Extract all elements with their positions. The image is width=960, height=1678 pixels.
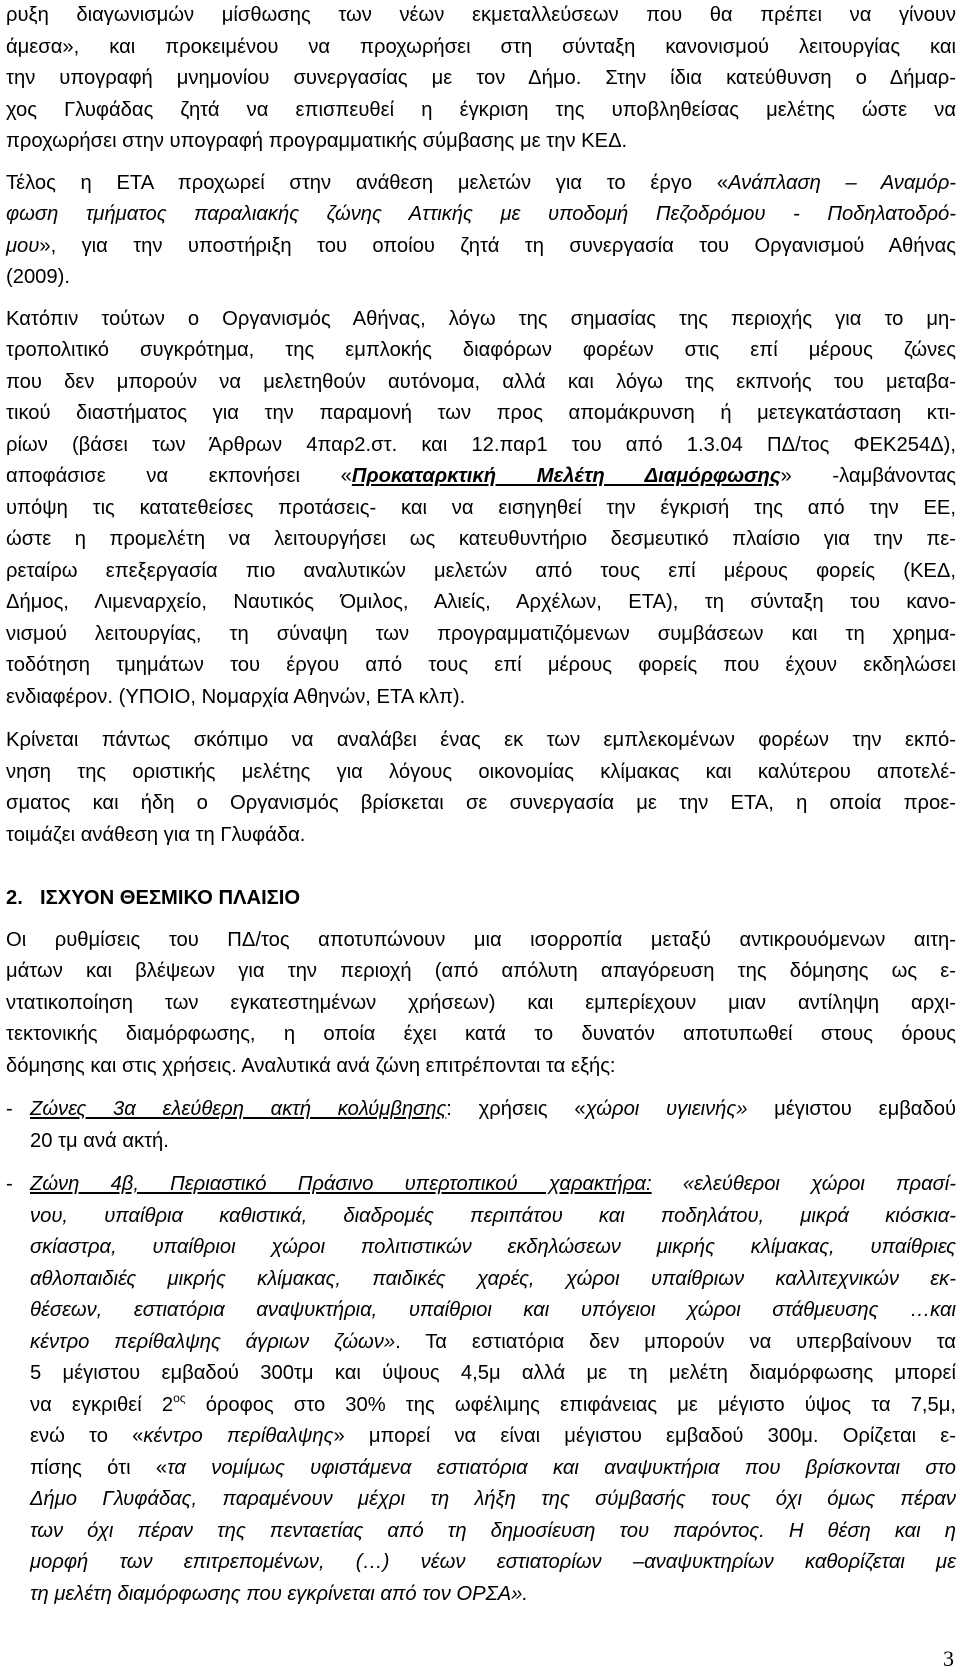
text-line — [6, 1094, 956, 1126]
text-line: (2009). — [6, 266, 70, 288]
text-run: όροφος στο 30% της ωφέλιμης επιφάνειας με μέγιστο ύψος τα 7,5μ, — [185, 1393, 956, 1416]
text-line: Οι ρυθμίσεις του ΠΔ/τος αποτυπώνουν μια ισορροπία μεταξύ αντικρουόμενων αιτη- — [6, 928, 956, 951]
project-title-italic: Ανάπλαση – Αναμόρ- — [728, 171, 956, 194]
text-line — [6, 199, 956, 231]
text-line — [6, 231, 956, 263]
text-line — [6, 1484, 956, 1516]
text-line — [6, 1169, 956, 1201]
text-line: σματος και ήδη ο Οργανισμός βρίσκεται σε συνεργασία με την ΕΤΑ, η οποία προε- — [6, 792, 956, 814]
paragraph-1 — [6, 0, 956, 158]
text-run-italic: χώροι υγιεινής» — [585, 1098, 748, 1120]
bullet-dash: - — [6, 1173, 13, 1195]
text-line: ρίων (βάσει των Άρθρων 4παρ2.στ. και 12.παρ1 του από 1.3.04 ΠΔ/τος ΦΕΚ254Δ), — [6, 433, 956, 456]
project-title-italic: μου — [6, 234, 40, 257]
text-line: ρεταίρω επεξεργασία πιο αναλυτικών μελετών από τους επί μέρους φορείς (ΚΕΔ, — [6, 559, 956, 582]
text-run: πίσης ότι « — [30, 1456, 168, 1479]
text-line: ώστε η προμελέτη να λειτουργήσει ως κατευθυντήριο δεσμευτικό πλαίσιο για την πε- — [6, 528, 956, 550]
text-run-italic: Δήμο Γλυφάδας, παραμένουν μέχρι τη λήξη της σύμβασής τους όχι όμως πέραν — [30, 1488, 956, 1510]
zone-name: Ζώνες 3α ελεύθερη ακτή κολύμβησης — [30, 1098, 447, 1120]
text-line — [6, 1295, 956, 1327]
study-title-bold: Προκαταρκτική Μελέτη Διαμόρφωσης — [351, 465, 781, 487]
text-line: τικού διαστήματος για την παραμονή των προς απομάκρυνση ή μετεγκατάσταση κτι- — [6, 402, 956, 424]
text-run-italic: «ελεύθεροι χώροι πρασί- — [651, 1173, 956, 1195]
text-run: : — [446, 1098, 452, 1120]
project-title-italic: φωση τμήματος παραλιακής ζώνης Αττικής με υποδομή Πεζοδρόμου - Ποδηλατοδρό- — [6, 203, 956, 225]
text-run: αποφάσισε να εκπονήσει « — [6, 465, 352, 487]
superscript: ος — [173, 1390, 186, 1405]
section-heading — [6, 883, 956, 915]
text-line: τοιμάζει ανάθεση για τη Γλυφάδα. — [6, 823, 306, 846]
paragraph-4 — [6, 725, 956, 851]
bullet-dash: - — [6, 1098, 13, 1120]
zone-name: Ζώνη 4β, Περιαστικό Πράσινο υπερτοπικού χαρακτήρα: — [30, 1173, 652, 1195]
text-line: Κατόπιν τούτων ο Οργανισμός Αθήνας, λόγω της σημασίας της περιοχής για το μη- — [6, 307, 956, 330]
text-run: » μπορεί να είναι μέγιστου εμβαδού 300μ. Ορίζεται ε- — [333, 1425, 956, 1447]
section-number: 2. — [6, 887, 23, 909]
text-line: Δήμος, Λιμεναρχείο, Ναυτικός Όμιλος, Αλιείς, Αρχέλων, ΕΤΑ), τη σύνταξη του κανο- — [6, 591, 956, 613]
text-run: », για την υποστήριξη του οποίου ζητά τη συνεργασία του Οργανισμού Αθήνας — [39, 234, 956, 257]
text-line — [6, 1453, 956, 1485]
text-line: τεκτονικής διαμόρφωσης, η οποία έχει κατά το δυνατόν αποτυπωθεί στους όρους — [6, 1023, 956, 1045]
text-line: που δεν μπορούν να μελετηθούν αυτόνομα, αλλά και λόγω της εκπνοής του μεταβα- — [6, 370, 956, 393]
text-run-italic: κέντρο περίθαλψης άγριων ζώων» — [30, 1330, 396, 1353]
text-line — [6, 1390, 956, 1422]
text-run-italic: τη μελέτη διαμόρφωσης που εγκρίνεται από τον ΟΡΣΑ». — [30, 1582, 528, 1605]
document-page — [6, 0, 956, 1610]
text-run-italic: των όχι πέραν της πενταετίας από τη δημοσίευση του παρόντος. Η θέση και η — [30, 1519, 956, 1542]
text-line: τροπολιτικό συγκρότημα, της εμπλοκής διαφόρων φορέων στις επί μέρους ζώνες — [6, 339, 956, 361]
text-run-italic: σκίαστρα, υπαίθριοι χώροι πολιτιστικών εκδηλώσεων μικρής κλίμακας, υπαίθριες — [30, 1236, 956, 1258]
text-line: ενδιαφέρον. (ΥΠΟΙΟ, Νομαρχία Αθηνών, ΕΤΑ κλπ). — [6, 685, 466, 708]
paragraph-3 — [6, 304, 956, 714]
text-line — [6, 461, 956, 493]
text-run-italic: θέσεων, εστιατόρια αναψυκτήρια, υπαίθριοι και υπόγειοι χώροι στάθμευσης …και — [30, 1299, 956, 1321]
text-line: 20 τμ ανά ακτή. — [30, 1129, 169, 1152]
text-line: προχωρήσει στην υπογραφή προγραμματικής σύμβασης με την ΚΕΔ. — [6, 130, 628, 152]
text-run: » -λαμβάνοντας — [780, 465, 956, 487]
text-line — [6, 1579, 956, 1611]
text-run-italic: κέντρο περίθαλψης — [143, 1425, 334, 1447]
text-line — [6, 1264, 956, 1296]
paragraph-5 — [6, 925, 956, 1083]
text-run-italic: τα νομίμως υφιστάμενα εστιατόρια και αναψυκτήρια που βρίσκονται στο — [167, 1456, 956, 1479]
text-run: μέγιστου εμβαδού — [747, 1098, 956, 1120]
text-line: μάτων και βλέψεων για την περιοχή (από απόλυτη απαγόρευση της δόμησης ως ε- — [6, 960, 956, 982]
text-line: ντατικοποίηση των εγκατεστημένων χρήσεων) και εμπερίεχουν μιαν αντίληψη αρχι- — [6, 991, 956, 1014]
text-line: 5 μέγιστου εμβαδού 300τμ και ύψους 4,5μ αλλά με τη μελέτη διαμόρφωσης μπορεί — [30, 1362, 956, 1384]
text-line: δόμησης και στις χρήσεις. Αναλυτικά ανά ζώνη επιτρέπονται τα εξής: — [6, 1054, 616, 1077]
page-number: 3 — [943, 1645, 954, 1671]
text-run: χρήσεις « — [451, 1098, 586, 1120]
text-line: νισμού λειτουργίας, τη σύναψη των προγραμματιζόμενων συμβάσεων και τη χρημα- — [6, 622, 956, 645]
text-run-italic: μορφή των επιτρεπομένων, (…) νέων εστιατορίων –αναψυκτηρίων καθορίζεται με — [30, 1551, 956, 1573]
text-run: . Τα εστιατόρια δεν μπορούν να υπερβαίνουν τα — [395, 1330, 956, 1353]
text-line: ρυξη διαγωνισμών μίσθωσης των νέων εκμεταλλεύσεων που θα πρέπει να γίνουν — [6, 4, 956, 26]
paragraph-2 — [6, 168, 956, 294]
text-run: ενώ το « — [30, 1425, 144, 1447]
text-line — [6, 1516, 956, 1548]
section-title: ΙΣΧΥΟΝ ΘΕΣΜΙΚΟ ΠΛΑΙΣΙΟ — [40, 887, 301, 909]
text-run: να εγκριθεί 2 — [30, 1393, 174, 1416]
text-line: Κρίνεται πάντως σκόπιμο να αναλάβει ένας εκ των εμπλεκομένων φορέων την εκπό- — [6, 729, 956, 751]
text-line: τοδότηση τμημάτων του έργου από τους επί μέρους φορείς που έχουν εκδηλώσει — [6, 654, 956, 676]
text-line: υπόψη τις κατατεθείσες προτάσεις- και να εισηγηθεί την έγκρισή της από την ΕΕ, — [6, 496, 956, 519]
text-line: άμεσα», και προκειμένου να προχωρήσει στη σύνταξη κανονισμού λειτουργίας και — [6, 35, 956, 58]
text-line — [6, 1232, 956, 1264]
text-line — [6, 1327, 956, 1359]
text-line: την υπογραφή μνημονίου συνεργασίας με τον Δήμο. Στην ίδια κατεύθυνση ο Δήμαρ- — [6, 67, 956, 89]
text-line: νηση της οριστικής μελέτης για λόγους οικονομίας κλίμακας και καλύτερου αποτελέ- — [6, 760, 956, 783]
bullet-item — [6, 1094, 956, 1157]
text-line — [6, 168, 956, 200]
text-line — [6, 1201, 956, 1233]
text-line — [6, 1547, 956, 1579]
text-run: Τέλος η ΕΤΑ προχωρεί στην ανάθεση μελετών για το έργο « — [6, 171, 729, 194]
text-run-italic: νου, υπαίθρια καθιστικά, διαδρομές περιπάτου και ποδηλάτου, μικρά κιόσκια- — [30, 1204, 956, 1227]
text-line — [6, 1421, 956, 1453]
text-line: χος Γλυφάδας ζητά να επισπευθεί η έγκριση της υποβληθείσας μελέτης ώστε να — [6, 98, 956, 121]
text-run-italic: αθλοπαιδιές μικρής κλίμακας, παιδικές χαρές, χώροι υπαίθριων καλλιτεχνικών εκ- — [30, 1267, 956, 1290]
bullet-item — [6, 1169, 956, 1610]
